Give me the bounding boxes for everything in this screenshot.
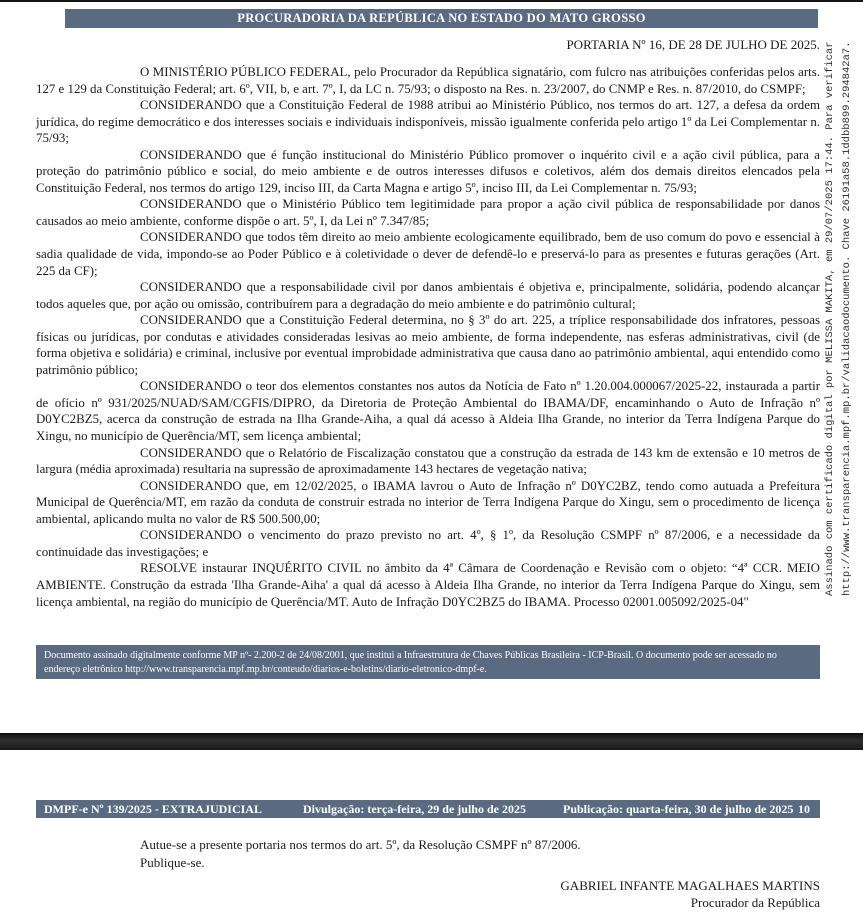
paragraph-preamble: O MINISTÉRIO PÚBLICO FEDERAL, pelo Procurador da República signatário, com fulcro nas atribuições conferidas pelos arts. 127 e 129 da Constituição Federal; art. 6º, VII, b, e art. 7º, I, da LC n. 75/93; o disposto na Res. n. 23/2007, do CNMP e Res. n. 87/2010, do CSMPF;: [36, 65, 820, 96]
vertical-certificate-note: [822, 0, 856, 596]
closing-line-autue: Autue-se a presente portaria nos termos do art. 5º, da Resolução CSMPF nº 87/2006.: [140, 837, 581, 852]
signatory-block: [36, 877, 820, 911]
paragraph-considerando-10: CONSIDERANDO o vencimento do prazo previsto no art. 4º, § 1º, da Resolução CSMPF nº 87/2006, e a necessidade da continuidade das investigações; e: [36, 528, 820, 559]
paragraph-considerando-1: CONSIDERANDO que a Constituição Federal de 1988 atribui ao Ministério Público, nos termos do art. 127, a defesa da ordem jurídica, do regime democrático e dos interesses sociais e individuais indisponíveis, missão igualmente conferida pelo artigo 1º da Lei Complementar n. 75/93;: [36, 98, 820, 146]
gazette-divulgacao-label: Divulgação: terça-feira, 29 de julho de 2025: [303, 802, 526, 816]
gazette-edition-label: DMPF-e Nº 139/2025 - EXTRAJUDICIAL: [44, 802, 262, 816]
page-break-divider: [0, 733, 863, 750]
portaria-title: PORTARIA Nº 16, DE 28 DE JULHO DE 2025.: [566, 37, 820, 52]
paragraph-considerando-2: CONSIDERANDO que é função institucional do Ministério Público promover o inquérito civil e a ação civil pública, para a proteção do patrimônio público e social, do meio ambiente e de outros interesses difusos e coletivos, além dos demais direitos elencados pela Constituição Federal, nos termos do artigo 129, inciso III, da Carta Magna e artigo 5º, inciso III, da Lei Complementar n. 75/93;: [36, 147, 820, 195]
vertical-certificate-note-line1: Assinado com certificado digital por MELISSA MAKITA, em 29/07/2025 17:44. Para verificar: [824, 41, 836, 596]
digital-signature-notice-text: Documento assinado digitalmente conforme MP nº- 2.200-2 de 24/08/2001, que institui a Infraestrutura de Chaves Públicas Brasileira - ICP-Brasil. O documento pode ser acessado no endereço eletrônico http://www.transparencia.mpf.mp.br/conteudo/diarios-e-boletins/diario-eletronico-dmpf-e.: [44, 650, 777, 675]
paragraph-resolve: RESOLVE instaurar INQUÉRITO CIVIL no âmbito da 4ª Câmara de Coordenação e Revisão com o objeto: “4ª CCR. MEIO AMBIENTE. Construção da estrada 'Ilha Grande-Aiha' a qual dá acesso à Aldeia Ilha Grande, no interior da Terra Indígena Parque do Xingu, sem licença ambiental, na região do município de Querência/MT. Auto de Infração D0YC2BZ5 do IBAMA. Processo 02001.005092/2025-04": [36, 561, 820, 609]
paragraph-considerando-8: CONSIDERANDO que o Relatório de Fiscalização constatou que a construção da estrada de 143 km de extensão e 10 metros de largura (média aproximada) resultaria na supressão de aproximadamente 143 hectares de vegetação nativa;: [36, 445, 820, 477]
paragraph-considerando-9: CONSIDERANDO que, em 12/02/2025, o IBAMA lavrou o Auto de Infração nº D0YC2BZ, tendo como autuada a Prefeitura Municipal de Querência/MT, em razão da conduta de construir estrada no interior de Terra Indígena Parque do Xingu, sem o procedimento de licença ambiental, aplicando multa no valor de R$ 500.500,00;: [36, 478, 820, 526]
document-body: [36, 64, 820, 610]
top-border-line: [0, 0, 863, 2]
gazette-footer-bar: [36, 800, 820, 818]
paragraph-considerando-5: CONSIDERANDO que a responsabilidade civil por danos ambientais é objetiva e, principalmente, solidária, podendo alcançar todos aqueles que, por ação ou omissão, contribuírem para a degradação do meio ambiente e do patrimônio cultural;: [36, 280, 820, 311]
closing-line-publique: Publique-se.: [140, 854, 205, 870]
digital-signature-notice-box: [36, 645, 820, 679]
paragraph-considerando-7: CONSIDERANDO o teor dos elementos constantes nos autos da Notícia de Fato nº 1.20.004.000067/2025-22, instaurada a partir de ofício nº 931/2025/NUAD/SAM/CGFIS/DIPRO, da Diretoria de Proteção Ambiental do IBAMA/DF, encaminhando o Auto de Infração nº D0YC2BZ5, acerca da construção de estrada na Ilha Grande-Aiha, a qual dá acesso à Aldeia Ilha Grande, no interior da Terra Indígena Parque do Xingu, no município de Querência/MT, sem licença ambiental;: [36, 379, 820, 444]
vertical-certificate-note-line2: http://www.transparencia.mpf.mp.br/validacaodocumento. Chave 26191a58.1ddbb899.294842a7.: [841, 41, 853, 596]
paragraph-considerando-3: CONSIDERANDO que o Ministério Público tem legitimidade para propor a ação civil pública de responsabilidade por danos causados ao meio ambiente, conforme dispõe o art. 5º, I, da Lei nº 7.347/85;: [36, 197, 820, 228]
gazette-page-number: 10: [798, 802, 810, 816]
office-header-label: PROCURADORIA DA REPÚBLICA NO ESTADO DO MATO GROSSO: [237, 11, 646, 25]
gazette-publicacao-label: Publicação: quarta-feira, 30 de julho de 2025: [563, 802, 794, 816]
office-header-bar: [65, 9, 818, 28]
signatory-role: Procurador da República: [690, 895, 820, 910]
closing-lines: [140, 836, 740, 871]
paragraph-considerando-4: CONSIDERANDO que todos têm direito ao meio ambiente ecologicamente equilibrado, bem de uso comum do povo e essencial à sadia qualidade de vida, impondo-se ao Poder Público e à coletividade o dever de defendê-lo e preservá-lo para as presentes e futuras gerações (Art. 225 da CF);: [36, 230, 820, 278]
signatory-name: GABRIEL INFANTE MAGALHAES MARTINS: [560, 878, 820, 893]
paragraph-considerando-6: CONSIDERANDO que a Constituição Federal determina, no § 3º do art. 225, a tríplice responsabilidade dos infratores, pessoas físicas ou jurídicas, por condutas e atividades consideradas lesivas ao meio ambiente, de forma independente, nas esferas administrativas, civil (de forma objetiva e solidária) e criminal, inclusive por eventual improbidade administrativa que causa dano ao patrimônio ambiental, aqui entendido como patrimônio público;: [36, 313, 820, 377]
